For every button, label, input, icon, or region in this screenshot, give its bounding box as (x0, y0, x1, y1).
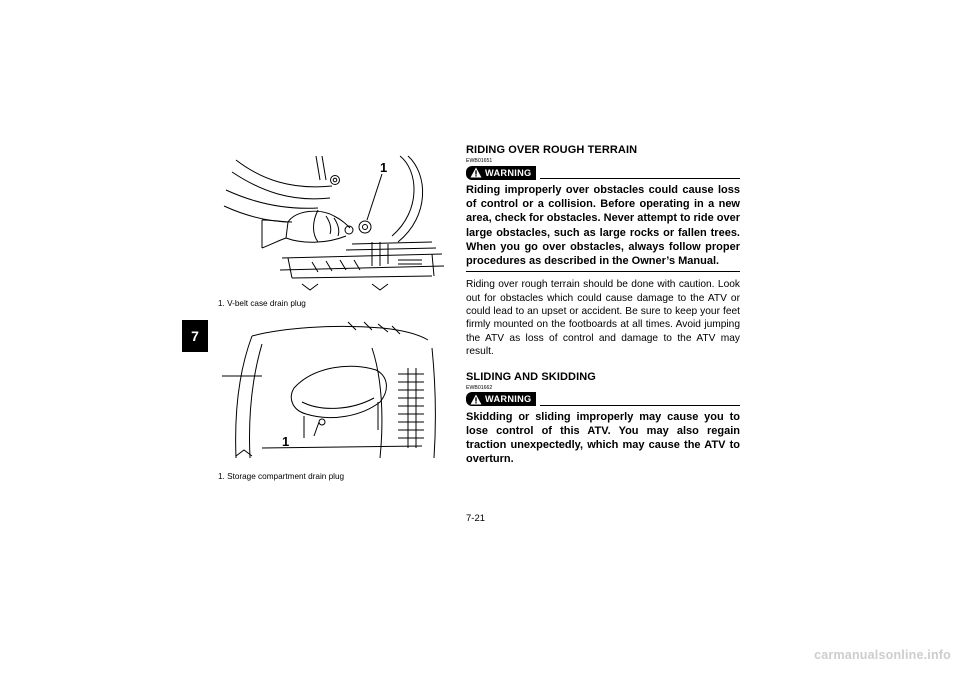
v-belt-drain-plug-illustration (222, 150, 452, 298)
storage-drain-plug-illustration (222, 318, 452, 466)
figure2-callout: 1 (282, 434, 290, 449)
warning-rule (540, 178, 740, 179)
section2-code: EWB01662 (466, 384, 493, 391)
section1-body: Riding over rough terrain should be done with caution. Look out for obstacles which could cause damage to the ATV or could lead to an upset or accident. Be sure to keep your feet firmly mounted on the footboards at all times. Avoid jumping the ATV as loss of control and damage to the ATV may result. (466, 279, 740, 358)
section2-title: SLIDING AND SKIDDING (466, 370, 596, 383)
warning-badge (466, 166, 536, 180)
section-sliding-skidding (466, 371, 740, 470)
warning-label: WARNING (485, 167, 532, 178)
warning-triangle-icon (470, 394, 482, 405)
section1-warning-text: Riding improperly over obstacles could cause loss of control or a collision. Before operating in a new area, check for obstacles. Never attempt to ride over large obstacles, such as large rocks or fallen trees. When you go over obstacles, always follow proper procedures as described in the Owner’s Manual. (466, 183, 740, 272)
section-rough-terrain (466, 144, 740, 359)
page-number: 7-21 (466, 513, 486, 524)
warning-label: WARNING (485, 394, 532, 405)
section1-warning-header (466, 165, 740, 180)
right-column (466, 144, 740, 469)
section1-code: EWB01651 (466, 158, 493, 164)
section2-warning-text: Skidding or sliding improperly may cause you to lose control of this ATV. You may also regain traction unexpectedly, which may cause the ATV to overturn. (466, 410, 740, 466)
chapter-tab: 7 (182, 320, 208, 352)
section1-title: RIDING OVER ROUGH TERRAIN (466, 144, 638, 156)
figure2-caption: 1. Storage compartment drain plug (218, 472, 345, 481)
warning-rule (540, 405, 740, 406)
footer-watermark[interactable]: carmanualsonline.info (814, 648, 951, 662)
figure1-callout: 1 (380, 160, 388, 175)
warning-badge (466, 392, 536, 406)
figure1-caption: 1. V-belt case drain plug (218, 299, 306, 308)
section2-warning-header (466, 392, 740, 407)
warning-triangle-icon (470, 167, 482, 178)
